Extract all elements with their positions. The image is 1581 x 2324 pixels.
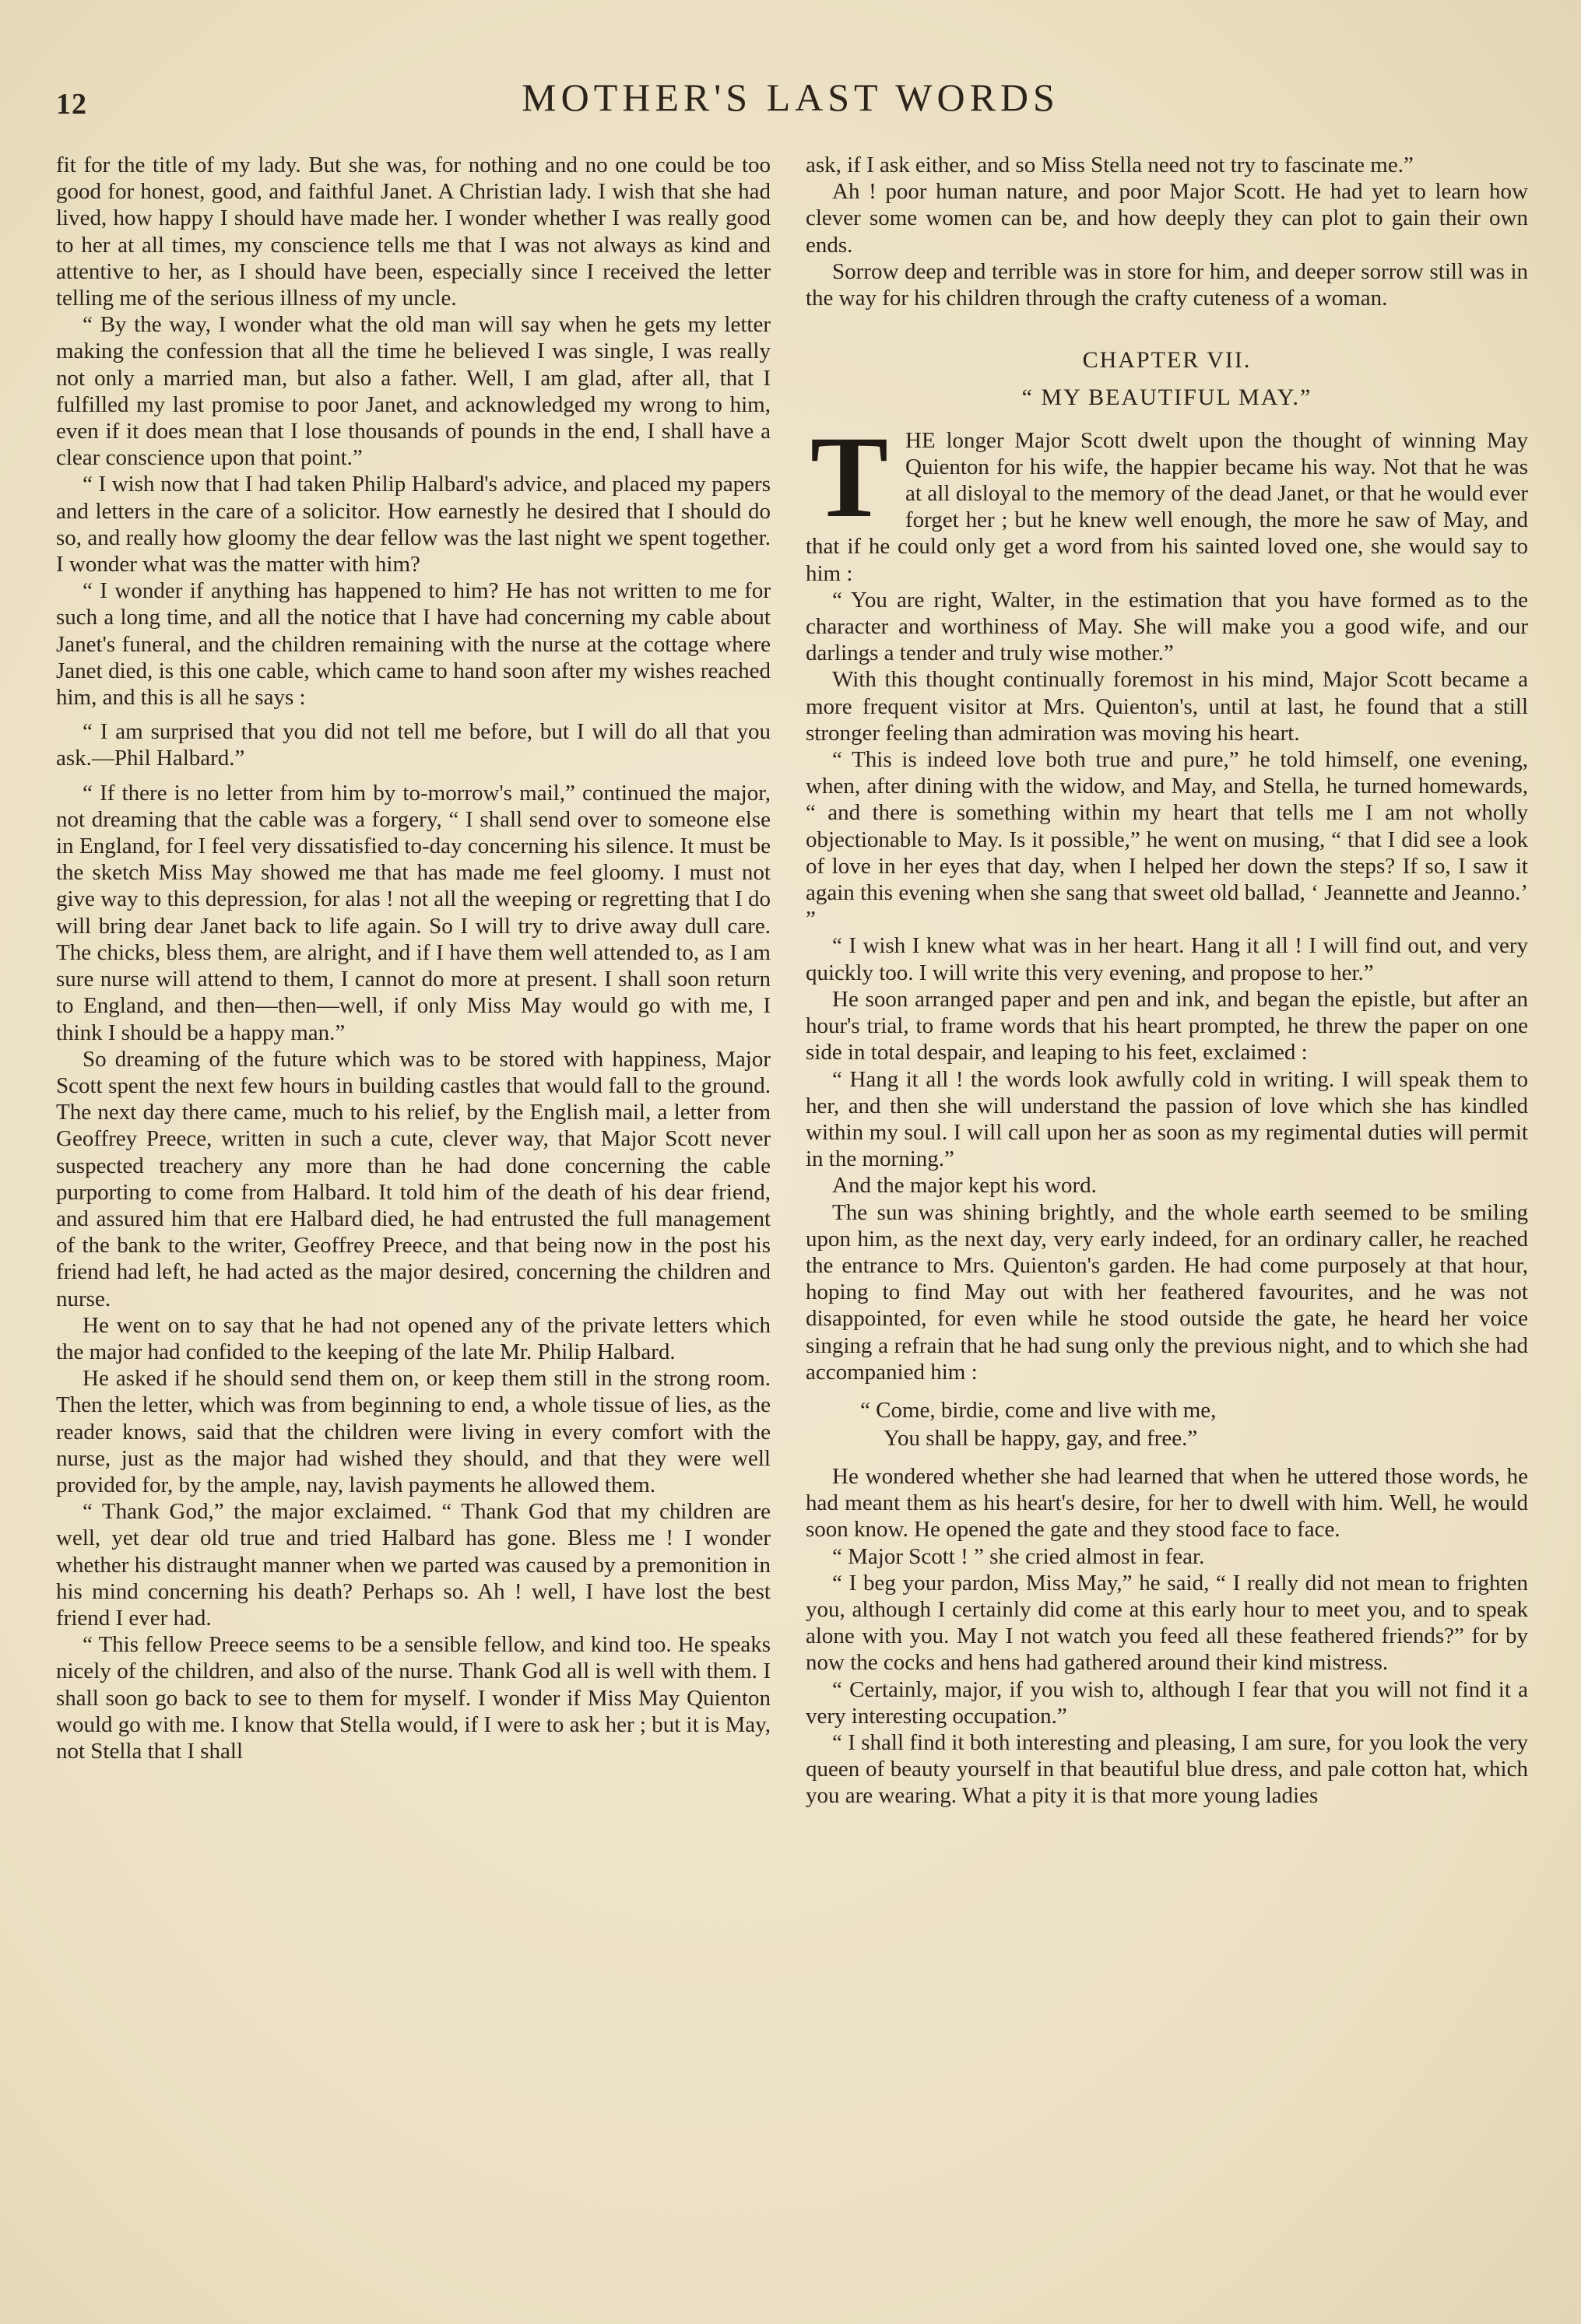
- paragraph: Ah ! poor human nature, and poor Major Scott. He had yet to learn how clever some women can be, and how deeply they can plot to gain their own ends.: [806, 179, 1528, 258]
- paragraph: “ Thank God,” the major exclaimed. “ Thank God that my children are well, yet dear old true and tried Halbard has gone. Bless me ! I wonder whether his distraught manner when we parted was caused by a premonition in his mind concerning his death? Perhaps so. Ah ! well, I have lost the best friend I ever had.: [56, 1499, 771, 1631]
- page-number: 12: [56, 88, 87, 121]
- running-title: MOTHER'S LAST WORDS: [522, 75, 1059, 119]
- opening-paragraph: [806, 412, 1528, 587]
- paragraph: “ I wish I knew what was in her heart. Hang it all ! I will find out, and very quickly too. I will write this very evening, and propose to her.”: [806, 933, 1528, 985]
- paragraph: “ I shall find it both interesting and pleasing, I am sure, for you look the very queen of beauty yourself in that beautiful blue dress, and pale cotton hat, which you are wearing. What a pity it is that more young ladies: [806, 1729, 1528, 1809]
- chapter-title: “ MY BEAUTIFUL MAY.”: [1021, 384, 1312, 411]
- paragraph: Sorrow deep and terrible was in store for him, and deeper sorrow still was in the way for his children through the crafty cuteness of a woman.: [806, 258, 1528, 311]
- paragraph: He went on to say that he had not opened any of the private letters which the major had confided to the keeping of the late Mr. Philip Halbard.: [56, 1312, 771, 1364]
- paragraph: The sun was shining brightly, and the whole earth seemed to be smiling upon him, as the next day, very early indeed, for an ordinary caller, he reached the entrance to Mrs. Quienton's garden. He had come purposely at that hour, hoping to find May out with her feathered favourites, and he was not disappointed, for even while he stood outside the gate, he heard her voice singing a refrain that he had sung only the previous night, and to which she had accompanied him :: [806, 1199, 1528, 1385]
- paragraph: “ If there is no letter from him by to-morrow's mail,” continued the major, not dreaming that the cable was a forgery, “ I shall send over to someone else in England, for I feel very dissatisfied to-day concerning his silence. It must be the sketch Miss May showed me that has made me feel gloomy. I must not give way to this depression, for alas ! not all the weeping or regretting that I do will bring dear Janet back to life again. So I will try to drive away dull care. The chicks, bless them, are alright, and if I have them well attended to, as I am sure nurse will attend to them, I cannot do more at present. I shall soon return to England, and then—then—well, if only Miss May would go with me, I think I should be a happy man.”: [56, 780, 771, 1045]
- paragraph: He wondered whether she had learned that when he uttered those words, he had meant them as his heart's desire, for her to dwell with him. Well, he would soon know. He opened the gate and they stood face to face.: [806, 1463, 1528, 1543]
- verse-line: “ Come, birdie, come and live with me,: [860, 1397, 1217, 1423]
- paragraph: And the major kept his word.: [832, 1173, 1097, 1199]
- paragraph: ask, if I ask either, and so Miss Stella need not try to fascinate me.”: [806, 153, 1414, 177]
- left-column: [56, 152, 771, 2288]
- chapter-heading: CHAPTER VII.: [1082, 347, 1252, 374]
- paragraph: With this thought continually foremost in his mind, Major Scott became a more frequent visitor at Mrs. Quienton's, until at last, he found that a still stronger feeling than admiration was moving his heart.: [806, 667, 1528, 746]
- paragraph: So dreaming of the future which was to be stored with happiness, Major Scott spent the next few hours in building castles that would fall to the ground. The next day there came, much to his relief, by the English mail, a letter from Geoffrey Preece, written in such a cute, clever way, that Major Scott never suspected treachery any more than he had done concerning the cable purporting to come from Halbard. It told him of the death of his dear friend, and assured him that ere Halbard died, he had entrusted the full management of the bank to the writer, Geoffrey Preece, and that being now in the post his friend had left, he had acted as the major desired, concerning the children and nurse.: [56, 1046, 771, 1311]
- right-column: [806, 152, 1528, 2288]
- opening-text: HE longer Major Scott dwelt upon the thought of winning May Quienton for his wife, the happier became his way. Not that he was at all disloyal to the memory of the dead Janet, or that he would ever forget her ; but he knew well enough, the more he saw of May, and that if he could only get a word from his sainted loved one, she would say to him :: [806, 427, 1528, 586]
- paragraph: “ By the way, I wonder what the old man will say when he gets my letter making the confession that all the time he believed I was single, I was really not only a married man, but also a father. Well, I am glad, after all, that I fulfilled my last promise to poor Janet, and acknowledged my wrong to him, even if it does mean that I lose thousands of pounds in the end, I shall have a clear conscience upon that point.”: [56, 312, 771, 471]
- drop-cap: T: [810, 412, 889, 542]
- paragraph: “ I beg your pardon, Miss May,” he said, “ I really did not mean to frighten you, although I certainly did come at this early hour to meet you, and to speak alone with you. May I not watch you feed all these feathered friends?” for by now the cocks and hens had gathered around their kind mistress.: [806, 1570, 1528, 1676]
- paragraph: “ This is indeed love both true and pure,” he told himself, one evening, when, after dining with the widow, and May, and Stella, he turned homewards, “ and there is something within my heart that tells me I am not wholly objectionable to May. Is it possible,” he went on musing, “ that I did see a look of love in her eyes that day, when I helped her down the steps? If so, I saw it again this evening when she sang that sweet old ballad, ‘ Jeannette and Jeanno.’ ”: [806, 747, 1528, 932]
- paragraph: “ Major Scott ! ” she cried almost in fear.: [832, 1543, 1205, 1569]
- paragraph: “ Certainly, major, if you wish to, although I fear that you will not find it a very interesting occupation.”: [806, 1676, 1528, 1729]
- paragraph: “ This fellow Preece seems to be a sensible fellow, and kind too. He speaks nicely of the children, and also of the nurse. Thank God all is well with them. I shall soon go back to see to them for myself. I wonder if Miss May Quienton would go with me. I know that Stella would, if I were to ask her ; but it is May, not Stella that I shall: [56, 1632, 771, 1764]
- paragraph: “ You are right, Walter, in the estimation that you have formed as to the character and worthiness of May. She will make you a good wife, and our darlings a tender and truly wise mother.”: [806, 587, 1528, 666]
- paragraph: He asked if he should send them on, or keep them still in the strong room. Then the letter, which was from beginning to end, a whole tissue of lies, as the reader knows, said that the children were living in every comfort with the nurse, just as the major had wished they should, and that they were well provided for, by the ample, nay, lavish payments he allowed them.: [56, 1366, 771, 1497]
- paragraph: “ I wonder if anything has happened to him? He has not written to me for such a long time, and all the notice that I have had concerning my cable about Janet's funeral, and the children remaining with the nurse at the cottage where Janet died, is this one cable, which came to hand soon after my wishes reached him, and this is all he says :: [56, 578, 771, 711]
- paragraph: “ I am surprised that you did not tell me before, but I will do all that you ask.—Phil Halbard.”: [56, 719, 771, 771]
- paragraph: fit for the title of my lady. But she was, for nothing and no one could be too good for honest, good, and faithful Janet. A Christian lady. I wish that she had lived, how happy I should have made her. I wonder whether I was really good to her at all times, my conscience tells me that I was not always as kind and attentive to her, as I should have been, especially since I received the letter telling me of the serious illness of my uncle.: [56, 153, 771, 311]
- verse: [860, 1396, 1528, 1452]
- verse-line: You shall be happy, gay, and free.”: [884, 1425, 1198, 1451]
- paragraph: “ Hang it all ! the words look awfully cold in writing. I will speak them to her, and then she will understand the passion of love which she has kindled within my soul. I will call upon her as soon as my regimental duties will permit in the morning.”: [806, 1066, 1528, 1172]
- paragraph: “ I wish now that I had taken Philip Halbard's advice, and placed my papers and letters in the care of a solicitor. How earnestly he desired that I should do so, and really how gloomy the dear fellow was the last night we spent together. I wonder what was the matter with him?: [56, 472, 771, 577]
- paragraph: He soon arranged paper and pen and ink, and began the epistle, but after an hour's trial, to frame words that his heart prompted, he threw the paper on one side in total despair, and leaping to his feet, exclaimed :: [806, 986, 1528, 1065]
